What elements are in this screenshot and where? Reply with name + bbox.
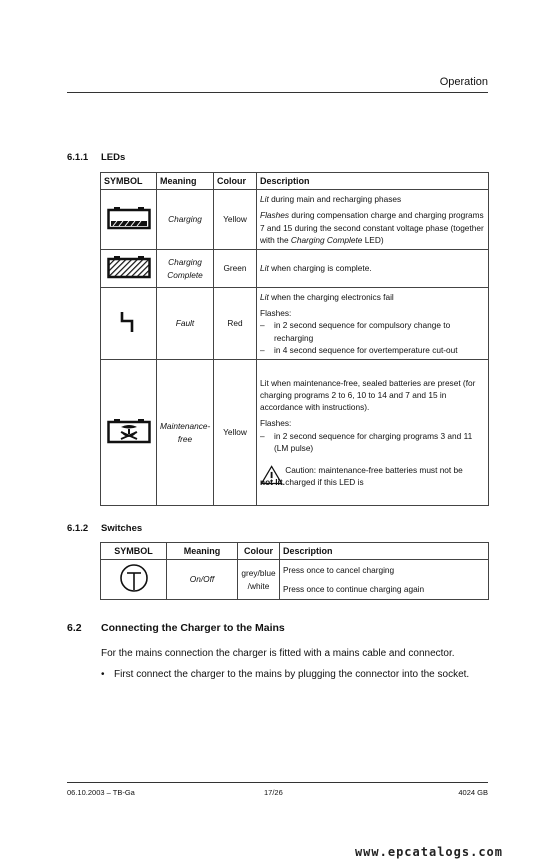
symbol-cell	[101, 190, 157, 250]
leds-table-header	[101, 173, 489, 190]
colour-line: grey/blue	[241, 568, 276, 579]
bullet-text: in 4 second sequence for overtemperature cut-out	[274, 344, 458, 355]
leds-table	[100, 172, 489, 506]
flashes-label: Flashes:	[260, 418, 292, 429]
footer-right: 4024 GB	[458, 788, 488, 797]
battery-charging-icon	[107, 206, 151, 230]
bullet-text: in 2 second sequence for charging programs 3 and 11 (LM pulse)	[274, 430, 473, 453]
description-line	[260, 193, 485, 205]
description-line: Press once to cancel charging	[283, 565, 395, 576]
table-row	[101, 190, 489, 250]
section-number-mains: 6.2	[67, 622, 82, 634]
section-title-leds: LEDs	[101, 152, 126, 163]
footer-rule	[67, 782, 488, 783]
description-line	[260, 209, 485, 246]
description-cell	[257, 190, 489, 250]
colour-cell: Yellow	[214, 360, 257, 506]
caution-text: Caution: maintenance-free batteries must not be charged if this LED is	[285, 464, 463, 487]
meaning-cell: Maintenance-free	[157, 360, 214, 506]
col-header-colour: Colour	[214, 173, 257, 190]
section-number-switches: 6.1.2	[67, 523, 89, 534]
flashes-label: Flashes:	[260, 308, 292, 319]
description-cell	[280, 560, 489, 600]
fault-icon	[119, 310, 139, 334]
on-off-switch-icon	[119, 563, 149, 593]
col-header-colour: Colour	[238, 543, 280, 560]
colour-cell	[238, 560, 280, 600]
colour-cell: Yellow	[214, 190, 257, 250]
table-row	[101, 288, 489, 360]
switches-table	[100, 542, 489, 600]
maintenance-free-icon	[107, 418, 151, 444]
mains-paragraph: For the mains connection the charger is fitted with a mains cable and connector.	[101, 648, 455, 659]
col-header-symbol: SYMBOL	[101, 543, 167, 560]
col-header-meaning: Meaning	[167, 543, 238, 560]
caution-block	[260, 462, 485, 488]
meaning-cell: On/Off	[167, 560, 238, 600]
symbol-cell	[101, 288, 157, 360]
section-title-mains: Connecting the Charger to the Mains	[101, 622, 285, 634]
switches-table-header	[101, 543, 489, 560]
list-item: – in 2 second sequence for compulsory change to recharging	[260, 319, 485, 343]
desc-text: during main and recharging phases	[268, 194, 402, 205]
meaning-cell: Charging Complete	[157, 250, 214, 288]
meaning-cell: Charging	[157, 190, 214, 250]
colour-line: /white	[247, 580, 270, 591]
table-row	[101, 560, 489, 600]
description-line	[260, 291, 485, 303]
section-number-leds: 6.1.1	[67, 152, 89, 163]
list-item: – in 4 second sequence for overtemperature cut-out	[260, 344, 458, 355]
battery-full-icon	[107, 255, 151, 279]
footer-page-number: 17/26	[264, 788, 283, 797]
desc-text: when charging is complete.	[268, 263, 372, 274]
col-header-description: Description	[257, 173, 489, 190]
flashes-label: Flashes	[260, 210, 290, 221]
footer-left: 06.10.2003 – TB-Ga	[67, 788, 135, 797]
bullet-dot: •	[101, 669, 105, 680]
desc-italic: Charging Complete	[290, 234, 363, 245]
description-cell	[257, 250, 489, 288]
description-cell	[257, 288, 489, 360]
header-rule	[67, 92, 488, 93]
desc-text: LED)	[362, 234, 384, 245]
table-row	[101, 360, 489, 506]
symbol-cell	[101, 250, 157, 288]
description-line: Press once to continue charging again	[283, 583, 425, 594]
lit-label: Lit	[260, 291, 269, 302]
col-header-meaning: Meaning	[157, 173, 214, 190]
table-row	[101, 250, 489, 288]
bullet-text: in 2 second sequence for compulsory change to recharging	[274, 320, 451, 343]
symbol-cell	[101, 560, 167, 600]
description-line: Lit when maintenance-free, sealed batteries are preset (for charging programs 2 to 6, 10 to 14 and 7 and 15 in accordance with instructions).	[260, 377, 476, 413]
meaning-cell: Fault	[157, 288, 214, 360]
bullet-text: First connect the charger to the mains by plugging the connector into the socket.	[114, 669, 470, 680]
description-cell	[257, 360, 489, 506]
watermark: www.epcatalogs.com	[354, 845, 503, 859]
col-header-symbol: SYMBOL	[101, 173, 157, 190]
section-title-switches: Switches	[101, 523, 143, 534]
symbol-cell	[101, 360, 157, 506]
desc-text: during compensation charge and charging programs 7 and 15 during the second constant voltage phase (together with the	[260, 210, 484, 245]
caution-bold: not lit.	[260, 477, 285, 487]
colour-cell: Green	[214, 250, 257, 288]
list-item	[101, 668, 481, 682]
desc-text: when the charging electronics fail	[268, 291, 394, 302]
lit-label: Lit	[260, 263, 269, 274]
col-header-description: Description	[280, 543, 489, 560]
lit-label: Lit	[260, 194, 269, 205]
list-item: – in 2 second sequence for charging programs 3 and 11 (LM pulse)	[260, 430, 485, 454]
colour-cell: Red	[214, 288, 257, 360]
page-header-title: Operation	[439, 76, 488, 88]
